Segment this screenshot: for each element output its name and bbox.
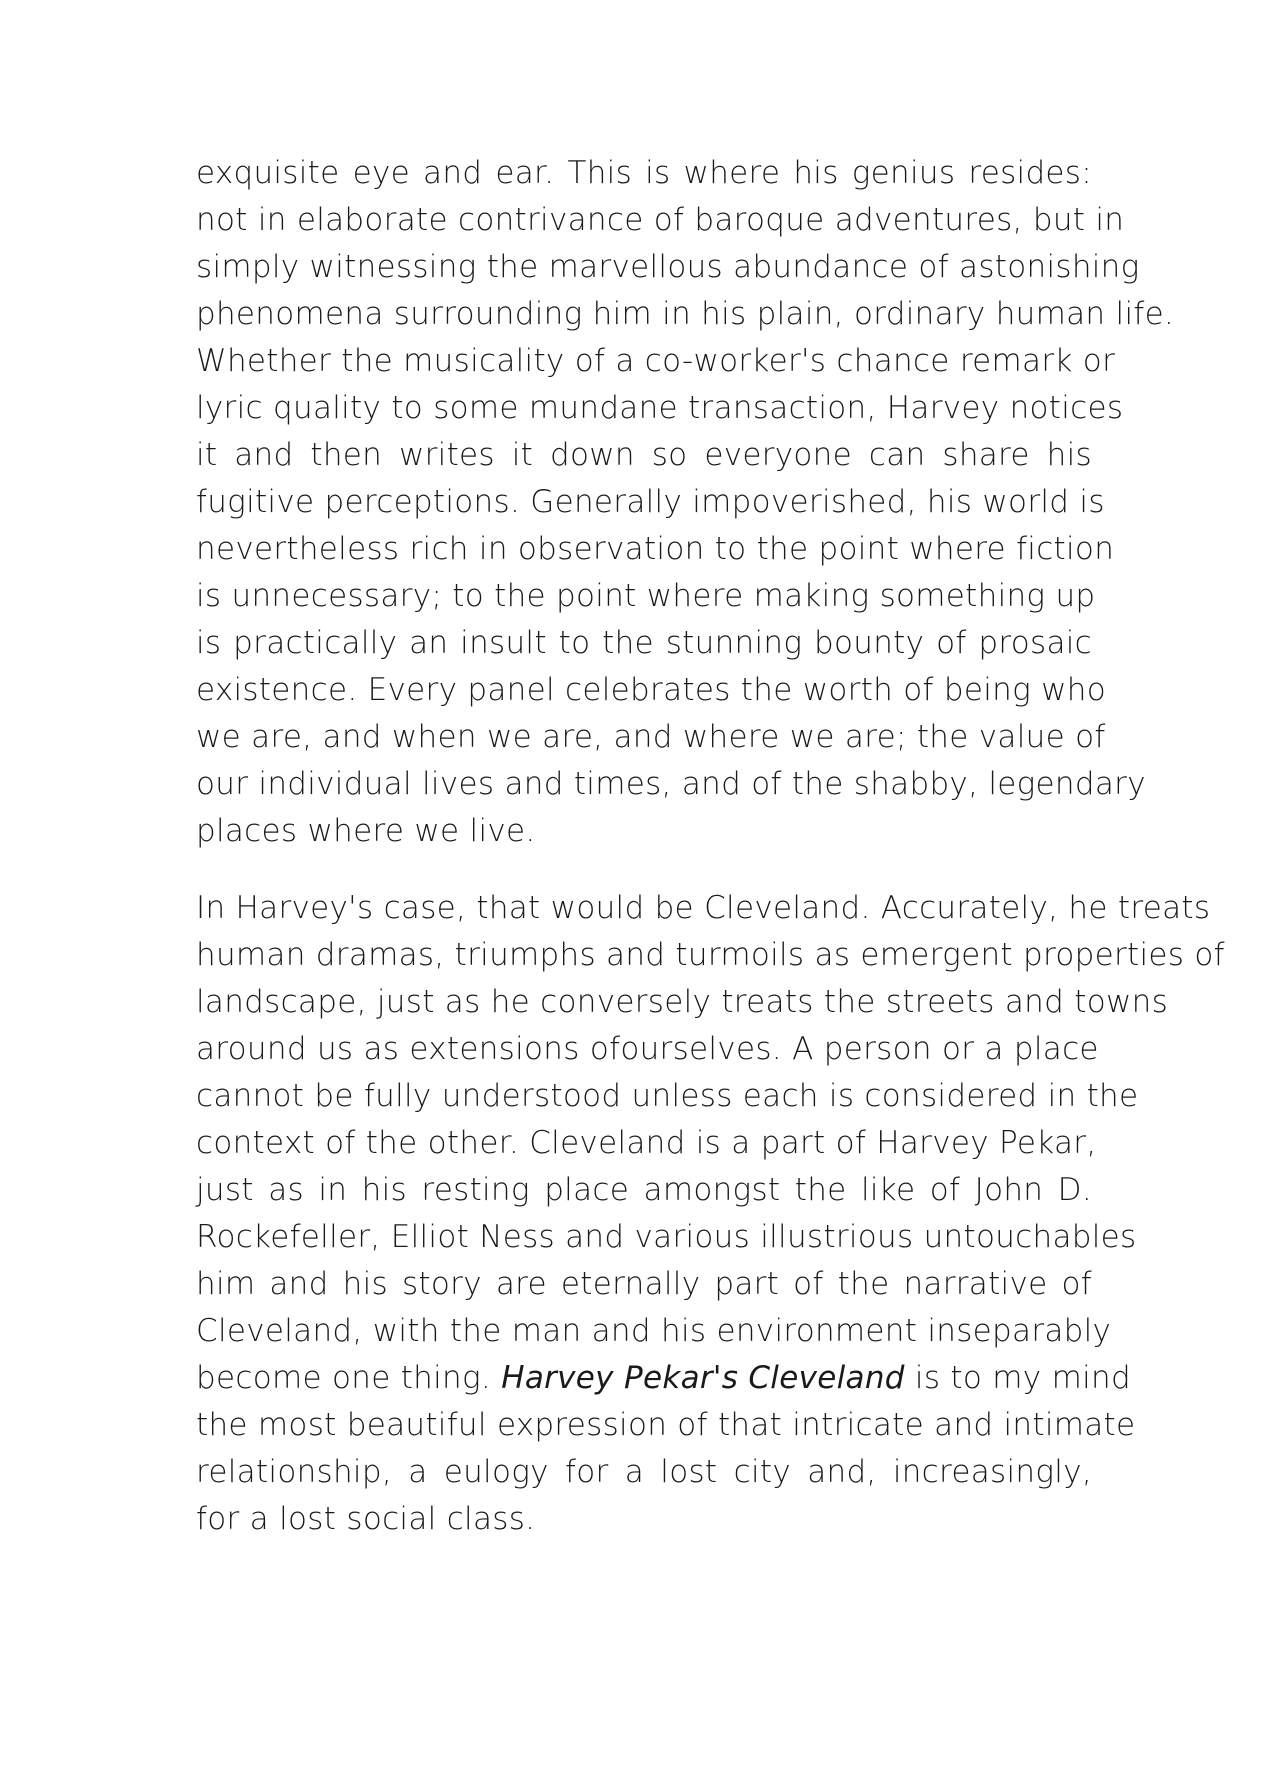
text-line: relationship, a eulogy for a lost city and, increasingly, [196,1454,1092,1490]
text-line: Cleveland, with the man and his environment inseparably [196,1313,1112,1349]
text-line: we are, and when we are, and where we are; the value of [196,719,1106,755]
text-line: is practically an insult to the stunning bounty of prosaic [196,625,1092,661]
text-line: not in elaborate contrivance of baroque adventures, but in [196,202,1125,238]
text-line: Rockefeller, Elliot Ness and various illustrious untouchables [196,1219,1137,1255]
text-fragment: is to my mind [904,1360,1131,1396]
text-line: cannot be fully understood unless each is considered in the [196,1078,1139,1114]
text-line: places where we live. [196,813,536,849]
paragraph-1 [196,150,1175,855]
text-line: is unnecessary; to the point where making something up [196,578,1096,614]
text-line: phenomena surrounding him in his plain, ordinary human life. [196,296,1175,332]
text-line: fugitive perceptions. Generally impoverished, his world is [196,484,1105,520]
text-line: it and then writes it down so everyone can share his [196,437,1092,473]
text-line: existence. Every panel celebrates the worth of being who [196,672,1107,708]
text-line: around us as extensions ofourselves. A person or a place [196,1031,1099,1067]
text-line: him and his story are eternally part of the narrative of [196,1266,1092,1302]
text-line: just as in his resting place amongst the like of John D. [196,1172,1092,1208]
text-line: lyric quality to some mundane transaction, Harvey notices [196,390,1124,426]
text-line: the most beautiful expression of that intricate and intimate [196,1407,1136,1443]
book-title: Harvey Pekar's Cleveland [501,1360,905,1396]
paragraph-2 [196,885,1225,1543]
text-fragment: become one thing. [196,1360,502,1396]
text-line: human dramas, triumphs and turmoils as emergent properties of [196,937,1225,973]
text-line: In Harvey's case, that would be Cleveland. Accurately, he treats [196,890,1211,926]
text-line-with-title [196,1355,1131,1402]
text-column [196,150,1225,1543]
text-line: for a lost social class. [196,1501,536,1537]
text-line: Whether the musicality of a co-worker's chance remark or [196,343,1116,379]
text-line: nevertheless rich in observation to the point where fiction [196,531,1115,567]
text-line: context of the other. Cleveland is a part of Harvey Pekar, [196,1125,1097,1161]
text-line: our individual lives and times, and of the shabby, legendary [196,766,1146,802]
text-line: exquisite eye and ear. This is where his genius resides: [196,155,1092,191]
text-line: landscape, just as he conversely treats the streets and towns [196,984,1169,1020]
text-line: simply witnessing the marvellous abundance of astonishing [196,249,1140,285]
